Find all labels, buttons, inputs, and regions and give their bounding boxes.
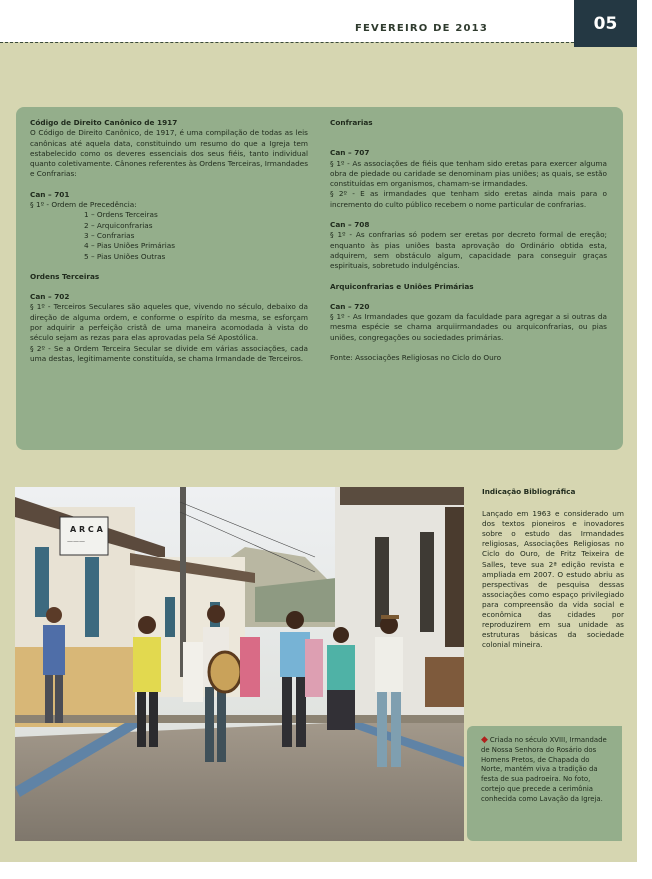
- confrarias-heading: Confrarias: [330, 118, 373, 127]
- can707-paragraph-2: § 2º - E as irmandades que tenham sido eretas ainda mais para o incremento do culto público recebem o nome particular de confrarias.: [330, 189, 607, 209]
- caption-marker-icon: ◆: [481, 735, 488, 745]
- can708-text: § 1º - As confrarias só podem ser eretas por decreto formal de ereção; enquanto às pias uniões basta aprovação do Ordinário obtida esta, adquirem, sem obstáculo algum, capacidade para conseguir graças espirituais, sobretudo indulgências.: [330, 230, 607, 271]
- precedence-item: 1 – Ordens Terceiras: [84, 210, 158, 220]
- precedence-item: 2 – Arquiconfrarias: [84, 220, 153, 230]
- right-column: [330, 118, 607, 363]
- arquiconfrarias-heading: Arquiconfrarias e Uniões Primárias: [330, 281, 474, 291]
- can720-title: Can – 720: [330, 301, 370, 311]
- arca-sign-subtitle: ———: [67, 538, 85, 545]
- photo-caption: [481, 736, 613, 805]
- issue-date: FEVEREIRO DE 2013: [354, 23, 488, 34]
- can708-title: Can – 708: [330, 220, 370, 230]
- can701-title: Can – 701: [30, 189, 70, 199]
- procession-photo-illustration: [15, 487, 464, 841]
- page-number: 05: [574, 0, 637, 47]
- can702-title: Can – 702: [30, 292, 70, 302]
- can702-paragraph-1: § 1º - Terceiros Seculares são aqueles que, vivendo no século, debaixo da direção de alguma ordem, e conforme o espírito da mesma, se esforçam por adquirir a perfeição cristã de uma maneira acomodada à vista do século sejam as rezas para elas aprovadas pela Sé Apostólica.: [30, 302, 308, 343]
- bibliography-text: Lançado em 1963 e considerado um dos textos pioneiros e inovadores sobre o estudo das Irmandades religiosas, Associações Religiosas no Ciclo do Ouro, de Fritz Teixeira de Salles, teve sua 2ª edição revista e ampliada em 2007. O estudo abriu as perspectivas de pesquisa dessas associações como espaço privilegiado para compreensão da vida social e econômica das cidades por reproduzirem em sua unidade as estruturas básicas da sociedade colonial mineira.: [482, 509, 624, 650]
- top-bar: [0, 0, 574, 42]
- dashed-divider: [0, 42, 574, 43]
- bibliography-heading: Indicação Bibliográfica: [482, 487, 576, 496]
- precedence-item: 3 – Confrarias: [84, 230, 135, 240]
- precedence-item: 5 – Pias Uniões Outras: [84, 251, 166, 261]
- can702-paragraph-2: § 2º - Se a Ordem Terceira Secular se divide em várias associações, cada uma destas, legitimamente constituída, se chama Irmandade de Terceiros.: [30, 343, 308, 363]
- photo-caption-text: Criada no século XVIII, Irmandade de Nossa Senhora do Rosário dos Homens Pretos, de Chapada do Norte, mantém viva a tradição da festa de sua padroeira. No foto, cortejo que precede a cerimônia conhecida como Lavação da Igreja.: [481, 736, 607, 803]
- can701-text: § 1º - Ordem de Precedência:: [30, 200, 137, 210]
- ordens-terceiras-heading: Ordens Terceiras: [30, 271, 100, 281]
- left-intro: O Código de Direito Canônico, de 1917, é uma compilação de todas as leis canônicas até aquela data, constituindo um resumo do que a Igreja tem estabelecido como os deveres essenciais dos seus fiéis, tanto individual quanto coletivamente. Cânones referentes às Ordens Terceiras, Irmandades e Confrarias:: [30, 128, 308, 179]
- photo-caption-box: [467, 726, 622, 841]
- arca-sign-title: A R C A: [70, 525, 103, 534]
- left-heading: Código de Direito Canônico de 1917: [30, 118, 178, 127]
- left-column: [30, 118, 308, 364]
- precedence-item: 4 – Pias Uniões Primárias: [84, 241, 176, 251]
- can707-title: Can – 707: [330, 148, 370, 158]
- can720-text: § 1º - As Irmandades que gozam da faculdade para agregar a si outras da mesma espécie se chama arquiirmandades ou arquiconfrarias, ou pias uniões, congregações ou sociedades primárias.: [330, 312, 607, 342]
- bibliography-section: [482, 487, 624, 650]
- source-note: Fonte: Associações Religiosas no Ciclo do Ouro: [330, 353, 502, 363]
- procession-photo: [15, 487, 464, 841]
- can707-paragraph-1: § 1º - As associações de fiéis que tenham sido eretas para exercer alguma obra de piedade ou caridade se denominam pias uniões; as quais, se estão constituídas em organismos, chamam-se irmandades.: [330, 158, 607, 189]
